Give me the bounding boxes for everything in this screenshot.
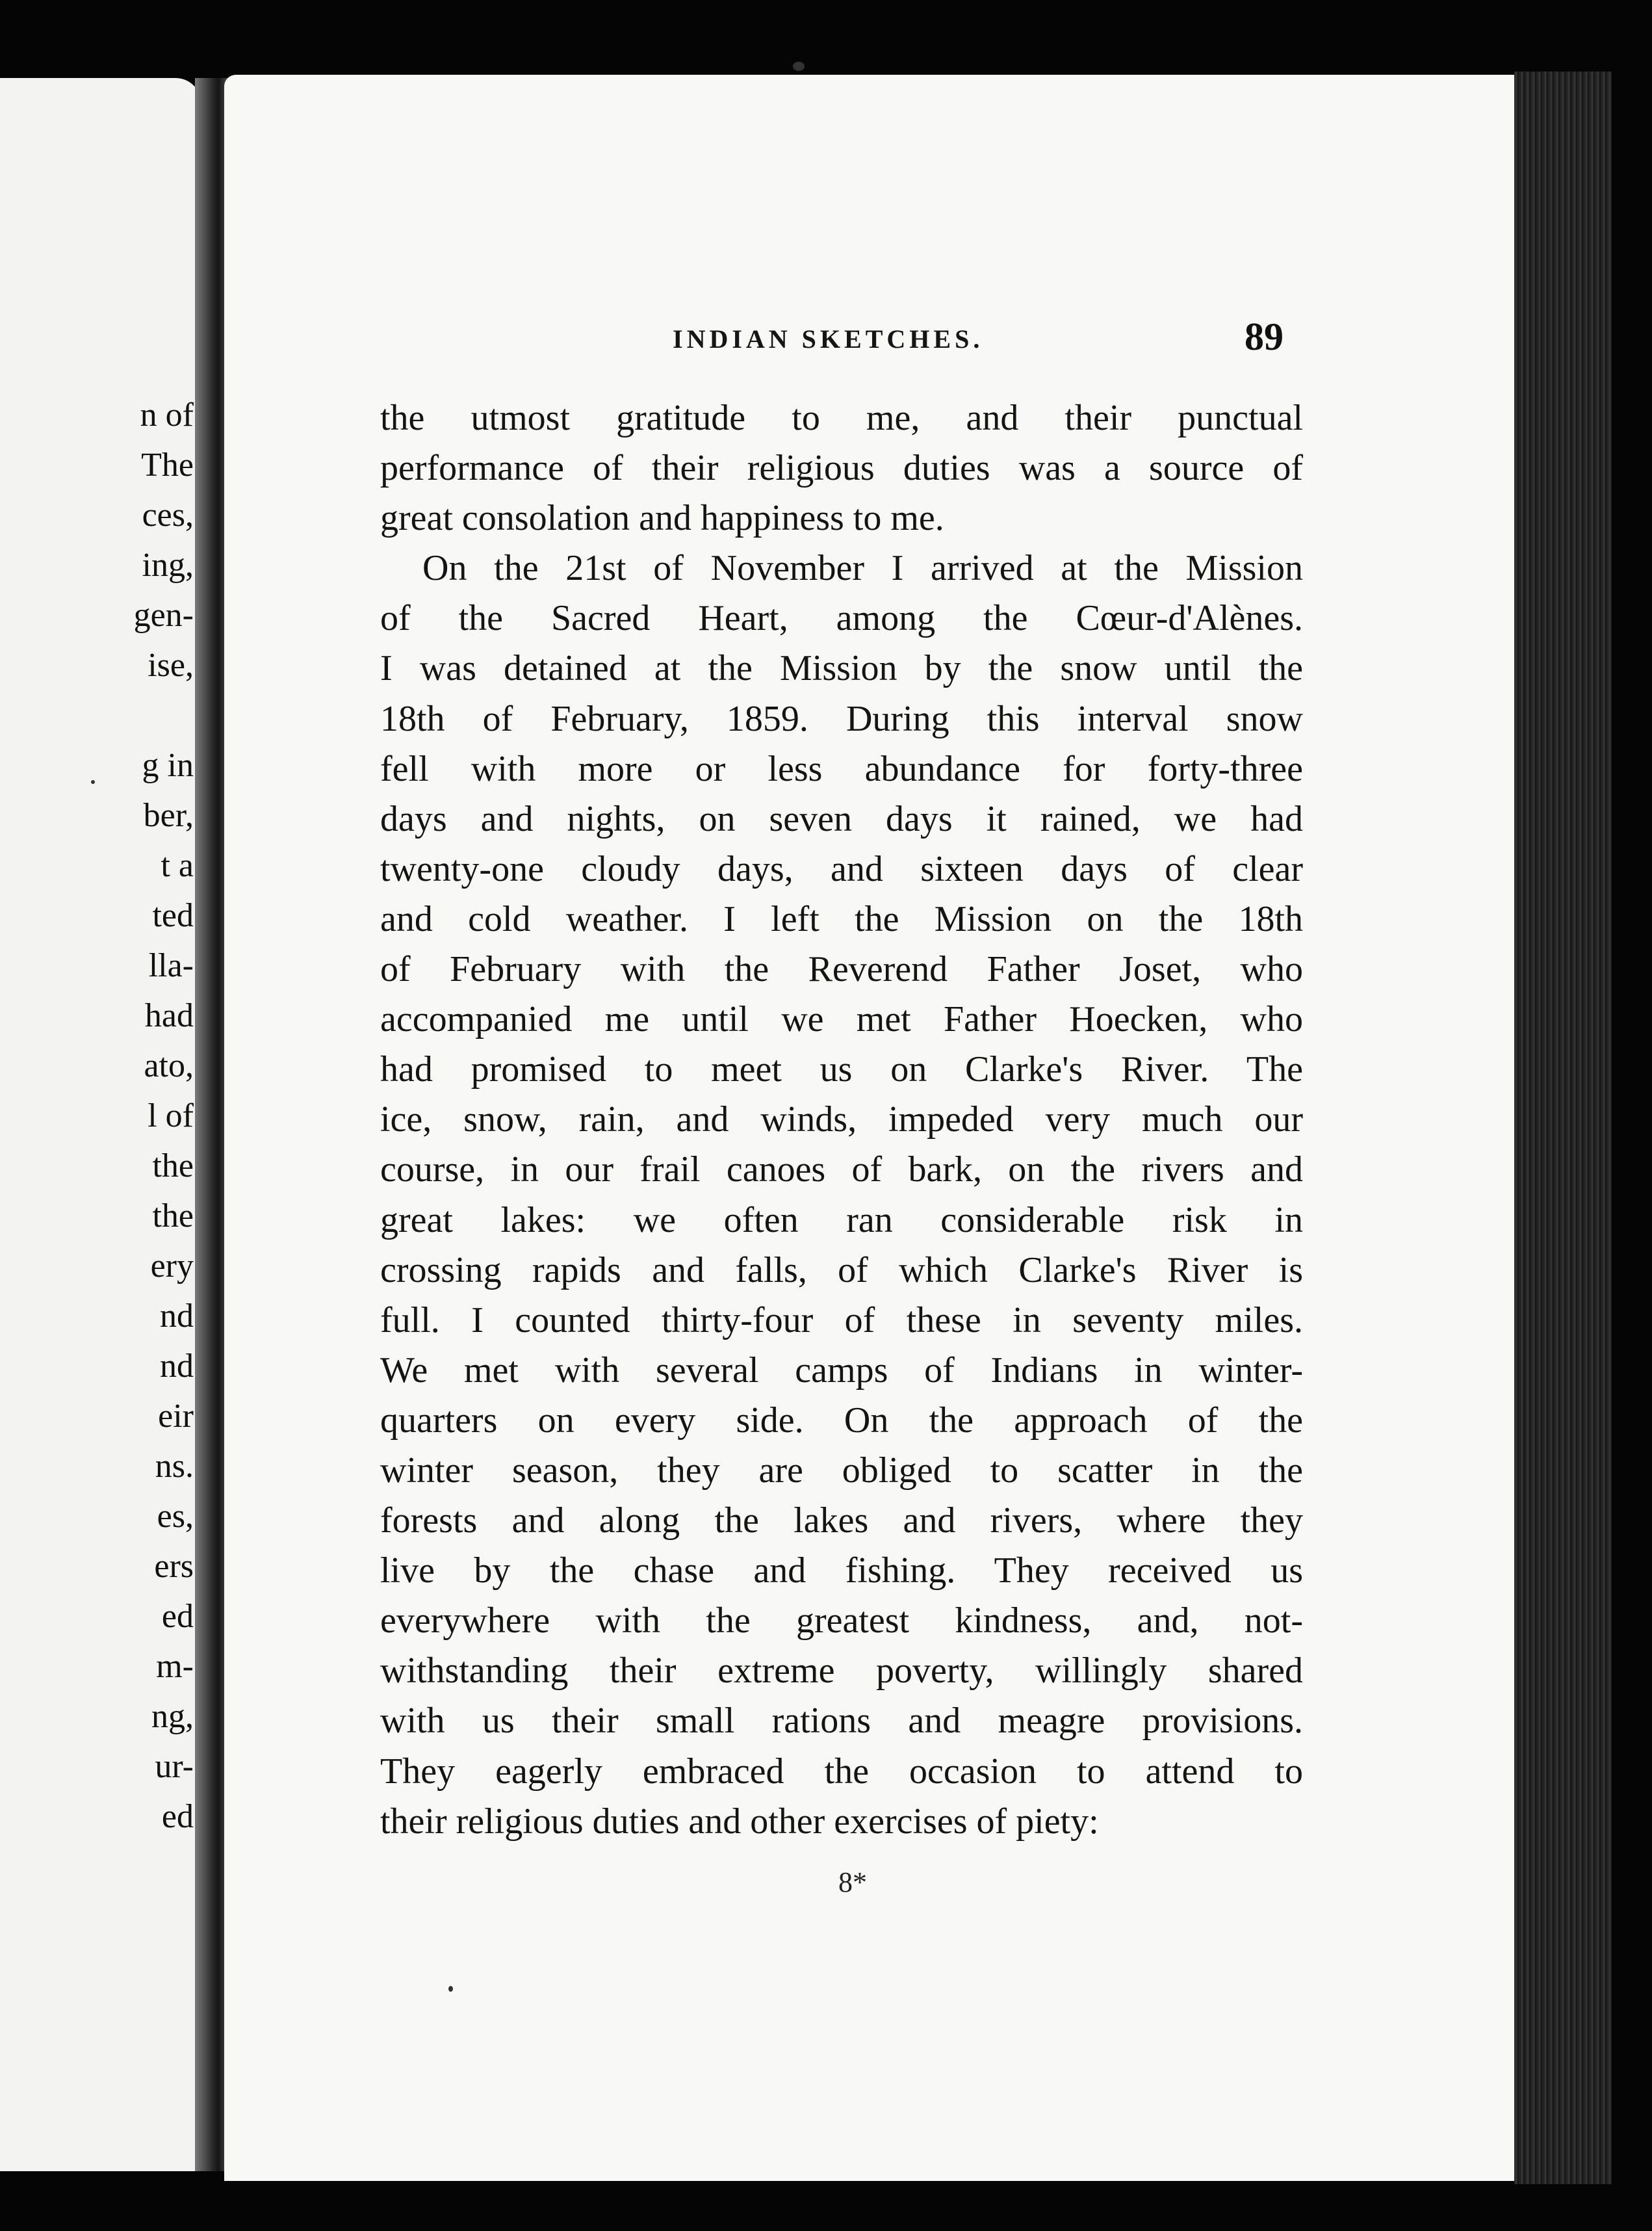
running-head-title: INDIAN SKETCHES.: [673, 324, 984, 354]
text-line: We met with several camps of Indians in winter-: [380, 1350, 1303, 1390]
text-line: They eagerly embraced the occasion to attend to: [380, 1751, 1303, 1792]
text-line: 18th of February, 1859. During this interval snow: [380, 698, 1303, 739]
text-line: with us their small rations and meagre provisions.: [380, 1701, 1303, 1742]
left-page-fragment: g in: [142, 747, 194, 784]
left-page-fragment: m-: [156, 1648, 194, 1685]
left-page-fragment: [0, 690, 201, 740]
page-number: 89: [1245, 315, 1284, 358]
left-page-fragment: ers: [154, 1548, 194, 1585]
text-line: performance of their religious duties was a source of: [380, 448, 1303, 489]
left-page-fragment: es,: [157, 1498, 194, 1535]
text-line: withstanding their extreme poverty, willingly shared: [380, 1650, 1303, 1691]
text-line: winter season, they are obliged to scatter in the: [380, 1450, 1303, 1491]
left-page-fragment: ng,: [151, 1698, 194, 1735]
text-line: their religious duties and other exercises of piety:: [380, 1801, 1099, 1842]
left-page-fragment: the: [152, 1147, 194, 1184]
text-line: days and nights, on seven days it rained, we had: [380, 798, 1303, 839]
page-edges: [1514, 72, 1612, 2184]
body-text: [380, 393, 1303, 1847]
left-page-fragment: had: [144, 997, 194, 1034]
text-line: course, in our frail canoes of bark, on the rivers and: [380, 1149, 1303, 1190]
signature-mark: 8*: [838, 1866, 867, 1898]
text-line: of February with the Reverend Father Joset, who: [380, 949, 1303, 990]
left-page-fragment: ato,: [144, 1047, 194, 1084]
left-page-fragment: ise,: [148, 647, 194, 684]
text-line: On the 21st of November I arrived at the Mission: [422, 548, 1303, 589]
text-line: quarters on every side. On the approach of the: [380, 1400, 1303, 1441]
text-line: everywhere with the greatest kindness, and, not-: [380, 1600, 1303, 1641]
left-page-text-fragments: [0, 390, 201, 1842]
text-line: of the Sacred Heart, among the Cœur-d'Alènes.: [380, 598, 1303, 639]
left-page-fragment: nd: [160, 1348, 194, 1385]
left-page-fragment: The: [141, 447, 194, 484]
scan-speck: [448, 1986, 453, 1992]
left-page-fragment: ur-: [155, 1748, 194, 1785]
left-page-fragment: the: [152, 1197, 194, 1234]
text-line: the utmost gratitude to me, and their punctual: [380, 398, 1303, 438]
text-line: great lakes: we often ran considerable risk in: [380, 1199, 1303, 1240]
text-line: ice, snow, rain, and winds, impeded very much our: [380, 1099, 1303, 1140]
text-line: live by the chase and fishing. They received us: [380, 1550, 1303, 1591]
left-page-fragment: ces,: [142, 497, 194, 534]
left-page-fragment: ns.: [155, 1448, 194, 1485]
left-page-fragment: ed: [161, 1798, 194, 1835]
left-page-fragment: ery: [150, 1247, 194, 1285]
left-page-fragment: ber,: [143, 797, 194, 834]
left-page-fragment: l of: [148, 1097, 194, 1134]
left-page-fragment: ed: [161, 1598, 194, 1635]
text-line: twenty-one cloudy days, and sixteen days of clear: [380, 848, 1303, 889]
left-page-fragment: ted: [152, 897, 194, 934]
text-line: full. I counted thirty-four of these in seventy miles.: [380, 1299, 1303, 1340]
left-page-fragment: nd: [160, 1298, 194, 1335]
text-line: I was detained at the Mission by the snow until the: [380, 648, 1303, 689]
scan-speck: [793, 62, 805, 71]
running-head: [374, 315, 1284, 364]
left-page-fragment: n of: [140, 397, 194, 434]
left-facing-page: [0, 78, 201, 2171]
left-page-fragment: t a: [161, 847, 194, 884]
left-page-fragment: lla-: [148, 947, 194, 984]
text-line: great consolation and happiness to me.: [380, 498, 944, 539]
text-line: accompanied me until we met Father Hoecken, who: [380, 999, 1303, 1040]
text-line: forests and along the lakes and rivers, where they: [380, 1500, 1303, 1541]
left-page-fragment: ing,: [142, 547, 194, 584]
scan-speck: [91, 780, 95, 784]
left-page-fragment: gen-: [133, 597, 194, 634]
text-line: fell with more or less abundance for forty-three: [380, 748, 1303, 789]
text-line: had promised to meet us on Clarke's River. The: [380, 1049, 1303, 1090]
left-page-fragment: eir: [158, 1398, 194, 1435]
text-line: and cold weather. I left the Mission on the 18th: [380, 898, 1303, 939]
text-line: crossing rapids and falls, of which Clarke's River is: [380, 1249, 1303, 1290]
